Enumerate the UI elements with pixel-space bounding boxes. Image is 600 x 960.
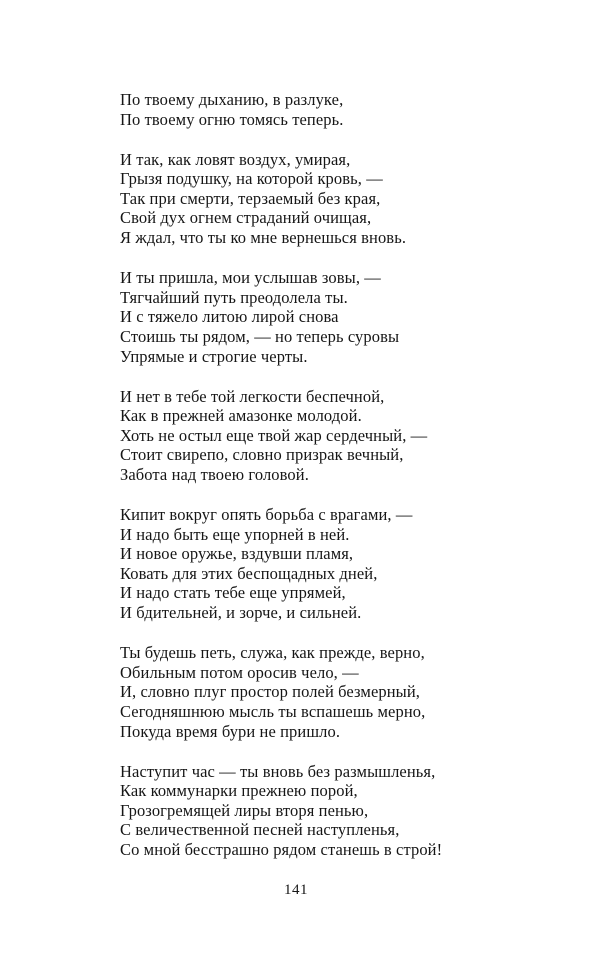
stanza-4 [120,387,520,485]
poem-line: Свой дух огнем страданий очищая, [120,208,372,228]
poem-line: Ковать для этих беспощадных дней, [120,563,378,583]
page-number: 141 [284,882,308,898]
poem-line: Грызя подушку, на которой кровь, — [120,169,383,189]
poem-line: И надо стать тебе еще упрямей, [120,583,346,603]
poem-line: С величественной песней наступленья, [120,820,400,840]
poem-line: Стоишь ты рядом, — но теперь суровы [120,326,400,346]
poem-line: И надо быть еще упорней в ней. [120,524,350,544]
poem-line: И новое оружье, вздувши пламя, [120,544,354,564]
stanza-gap [120,248,520,269]
poem-line: По твоему огню томясь теперь. [120,109,344,129]
poem-line: Как коммунарки прежнею порой, [120,781,358,801]
poem-line: Со мной бесстрашно рядом станешь в строй! [120,840,443,859]
poem-line: И, словно плуг простор полей безмерный, [120,682,421,702]
poem-line: Грозогремящей лиры вторя пенью, [120,800,369,820]
poem-line: Я ждал, что ты ко мне вернешься вновь. [120,228,407,248]
poem-text [120,90,520,860]
stanza-gap [120,741,520,762]
poem-line: И нет в тебе той легкости беспечной, [120,386,385,406]
stanza-gap [120,366,520,387]
poem-line: И бдительней, и зорче, и сильней. [120,603,362,623]
poem-line: Как в прежней амазонке молодой. [120,406,362,426]
stanza-1 [120,90,520,129]
poem-line: И ты пришла, мои услышав зовы, — [120,268,381,288]
poem-line: Так при смерти, терзаемый без края, [120,188,381,208]
stanza-5 [120,505,520,623]
poem-line: Кипит вокруг опять борьба с врагами, — [120,505,413,525]
poem-line: Стоит свирепо, словно призрак вечный, [120,445,404,465]
poem-line: По твоему дыханию, в разлуке, [120,90,344,109]
poem-line: И с тяжело литою лирой снова [120,307,339,327]
poem-line: Покуда время бури не пришло. [120,721,341,741]
stanza-7 [120,762,520,860]
poem-line: Обильным потом оросив чело, — [120,662,359,682]
poem-line: Хоть не остыл еще твой жар сердечный, — [120,425,428,445]
stanza-gap [120,129,520,150]
poem-line: Тягчайший путь преодолела ты. [120,287,348,307]
poem-line: Сегодняшнюю мысль ты вспашешь мерно, [120,701,426,721]
stanza-gap [120,485,520,506]
stanza-6 [120,643,520,741]
poem-line: Наступит час — ты вновь без размышленья, [120,761,436,781]
stanza-3 [120,268,520,366]
poem-line: Ты будешь петь, служа, как прежде, верно, [120,643,425,663]
poem-line: И так, как ловят воздух, умирая, [120,149,351,169]
stanza-2 [120,150,520,248]
poem-line: Забота над твоею головой. [120,465,309,484]
stanza-gap [120,623,520,644]
poem-line: Упрямые и строгие черты. [120,346,308,366]
